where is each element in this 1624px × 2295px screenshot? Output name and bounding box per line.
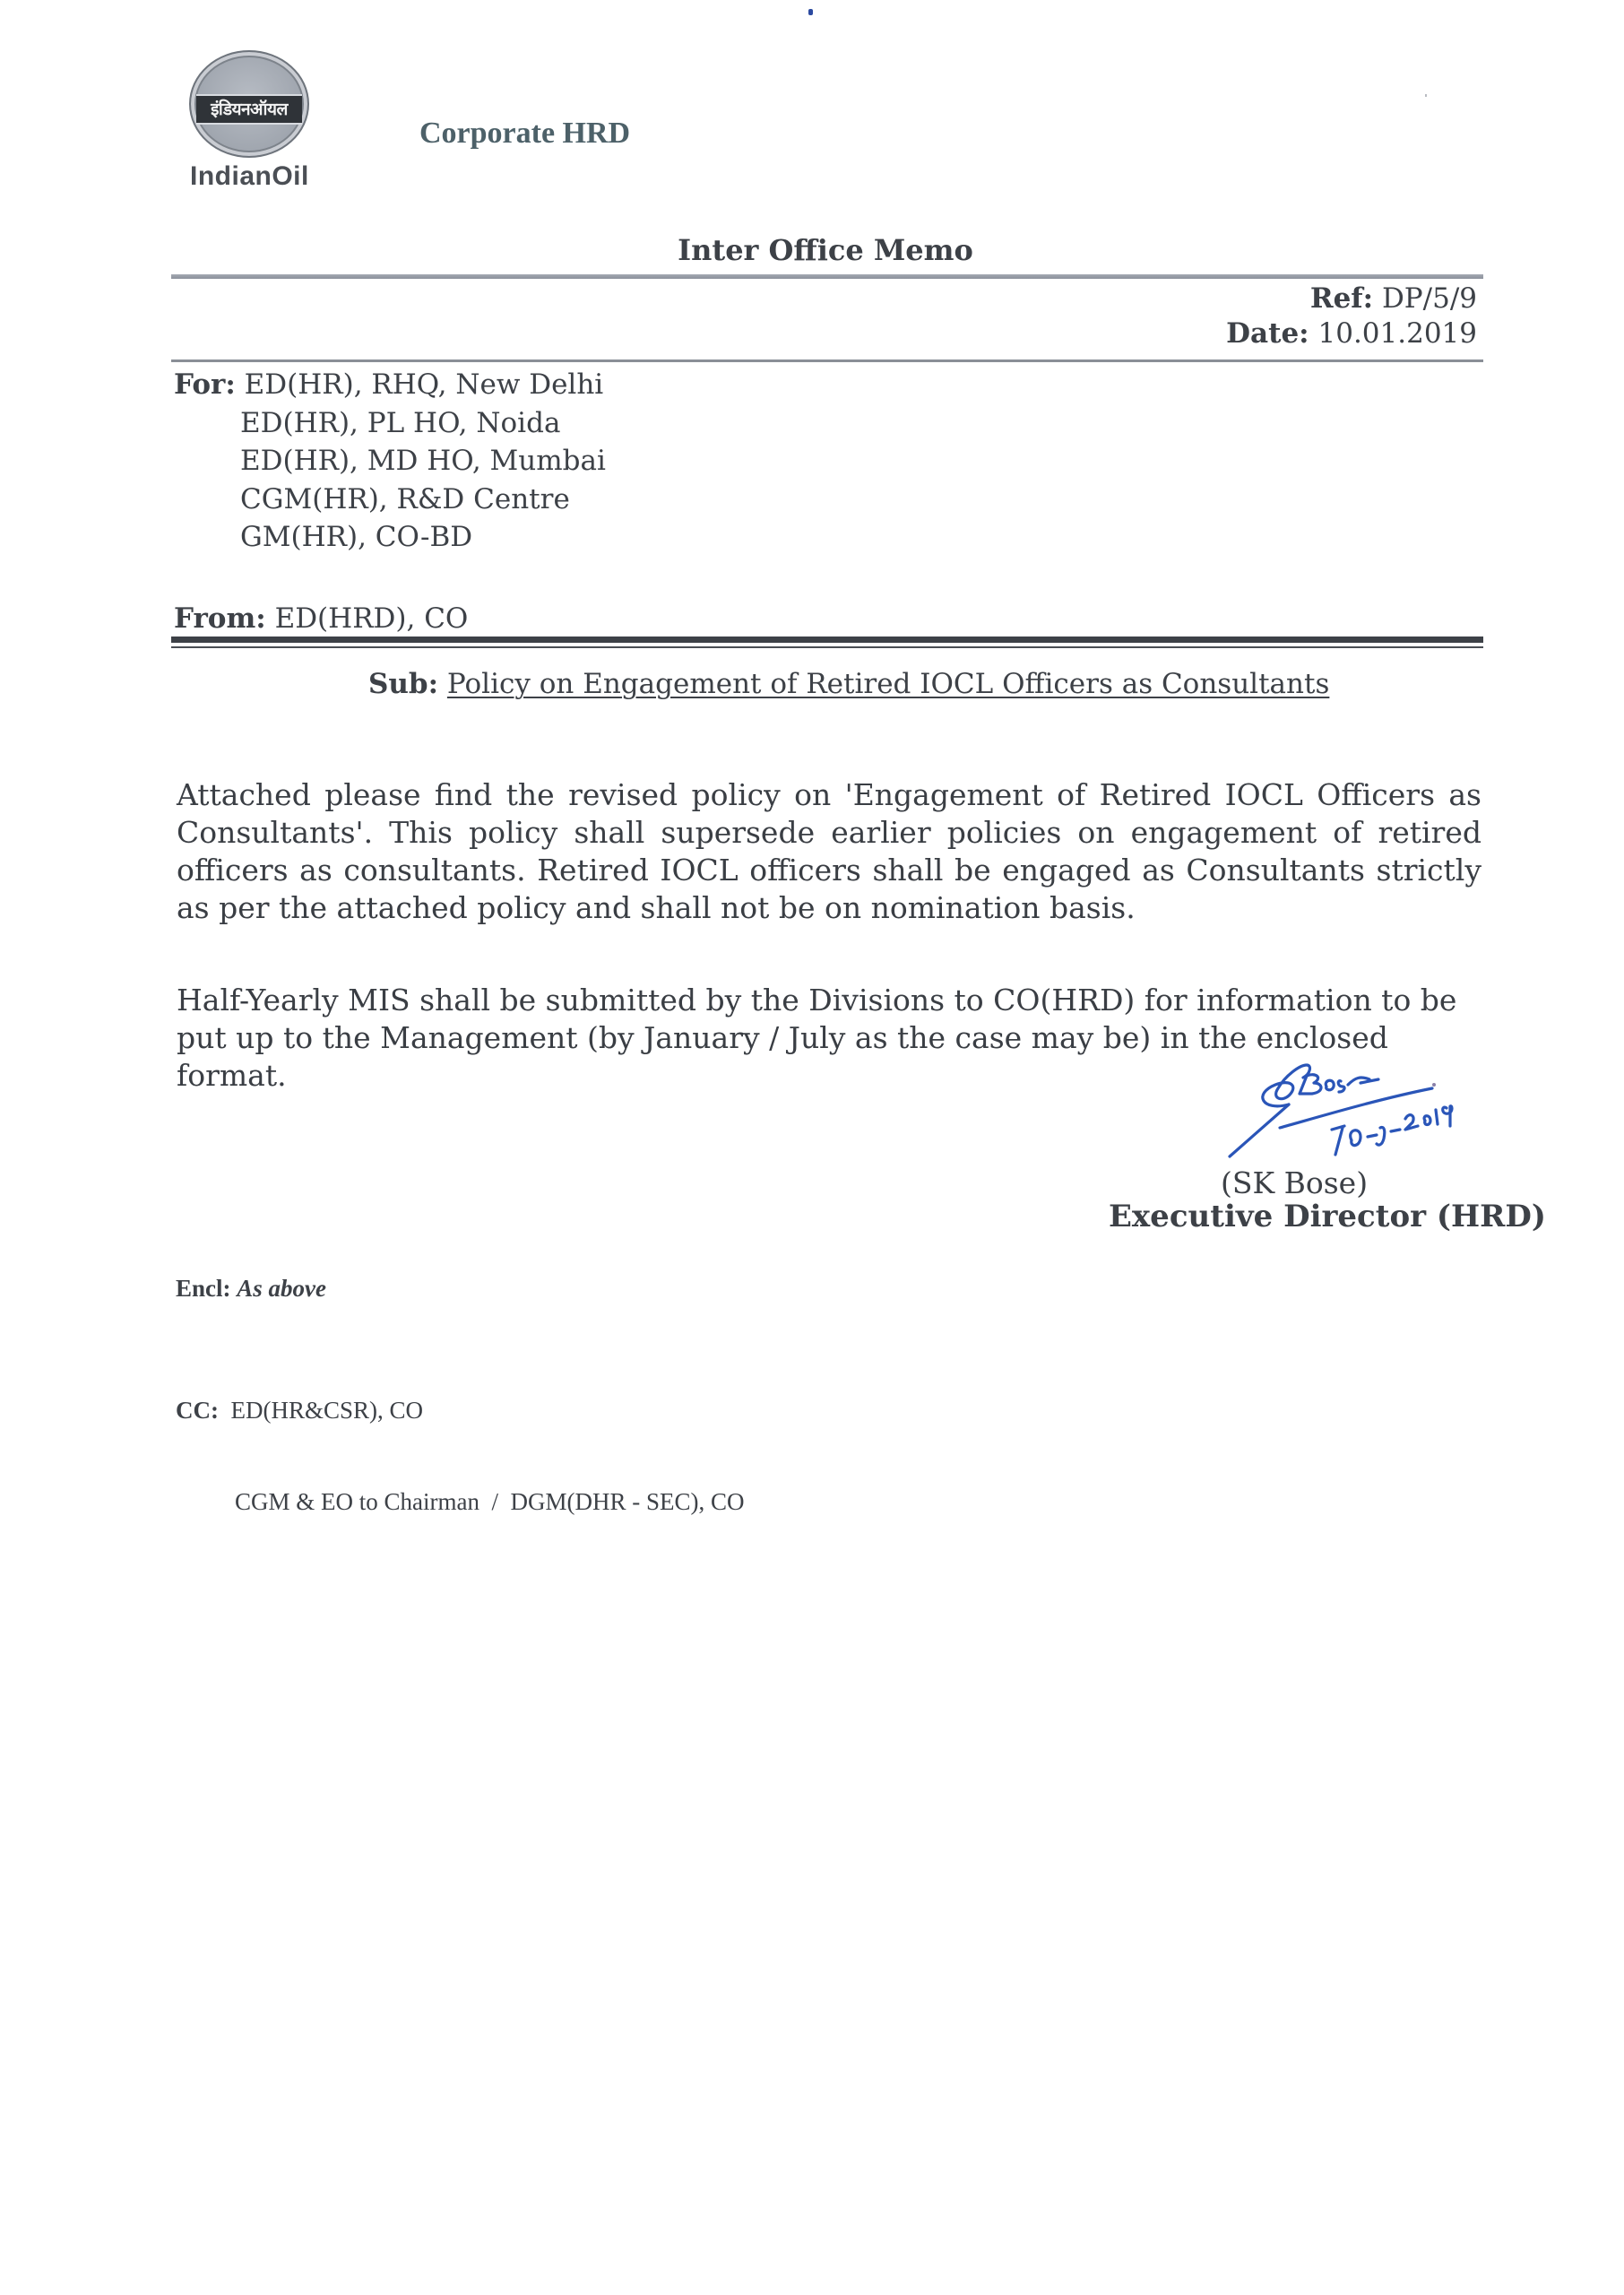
subject-label: Sub: xyxy=(368,668,439,700)
date-value: 10.01.2019 xyxy=(1317,317,1477,350)
divider-thick xyxy=(171,637,1483,643)
date-label: Date: xyxy=(1226,317,1309,350)
sender-label: From: xyxy=(174,602,266,635)
ref-line xyxy=(1226,281,1477,316)
enclosure-label: Encl: xyxy=(176,1275,231,1302)
sender-value: ED(HRD), CO xyxy=(274,602,469,635)
divider-middle xyxy=(171,359,1483,362)
recipients-label: For: xyxy=(174,368,236,401)
cc-recipient: CGM & EO to Chairman / DGM(DHR - SEC), CO xyxy=(235,1488,745,1515)
cc-recipient: ED(HR&CSR), CO xyxy=(230,1397,424,1424)
recipient: ED(HR), RHQ, New Delhi xyxy=(244,368,604,401)
logo-band xyxy=(196,94,302,125)
enclosure-value: As above xyxy=(237,1275,326,1302)
handwritten-signature-icon xyxy=(1226,1058,1468,1161)
cc-line xyxy=(176,1395,745,1425)
sender-line xyxy=(174,602,468,635)
cc-block xyxy=(176,1334,745,1547)
scan-artifact xyxy=(1425,94,1427,97)
recipient: ED(HR), PL HO, Noida xyxy=(240,406,561,439)
indianoil-logo xyxy=(189,50,309,158)
recipient-line xyxy=(174,366,606,404)
cc-label: CC: xyxy=(176,1397,219,1424)
logo-wordmark: IndianOil xyxy=(190,161,309,191)
subject-text: Policy on Engagement of Retired IOCL Officers as Consultants xyxy=(446,668,1330,700)
recipients-block xyxy=(174,366,606,557)
logo-hindi-text: इंडियनऑयल xyxy=(211,100,288,119)
subject-line xyxy=(368,668,1329,700)
body-paragraph: Attached please find the revised policy on 'Engagement of Retired IOCL Officers as Consultants'. This policy shall supersede earlier policies on engagement of retired officers as consultants. Retired IOCL officers shall be engaged as Consultants strictly as per the attached policy and shall not be on nomination basis. xyxy=(177,777,1481,925)
memo-title: Inter Office Memo xyxy=(678,233,973,267)
scan-artifact xyxy=(808,9,813,15)
ref-label: Ref: xyxy=(1309,282,1374,315)
signatory-designation: Executive Director (HRD) xyxy=(1109,1199,1546,1234)
divider-thin xyxy=(171,646,1483,648)
signatory-name: (SK Bose) xyxy=(1221,1165,1369,1200)
divider-top xyxy=(171,274,1483,279)
body-paragraph: Half-Yearly MIS shall be submitted by the Divisions to CO(HRD) for information to be put up to the Management (by January / July as the case may be) in the enclosed format. xyxy=(177,983,1457,1093)
recipient: CGM(HR), R&D Centre xyxy=(240,482,570,515)
department-name: Corporate HRD xyxy=(419,117,631,150)
reference-block xyxy=(1226,281,1477,351)
enclosure-line xyxy=(176,1275,326,1303)
recipient: GM(HR), CO-BD xyxy=(240,521,473,553)
date-line xyxy=(1226,316,1477,351)
recipient: ED(HR), MD HO, Mumbai xyxy=(240,445,606,477)
ref-value: DP/5/9 xyxy=(1381,282,1477,315)
